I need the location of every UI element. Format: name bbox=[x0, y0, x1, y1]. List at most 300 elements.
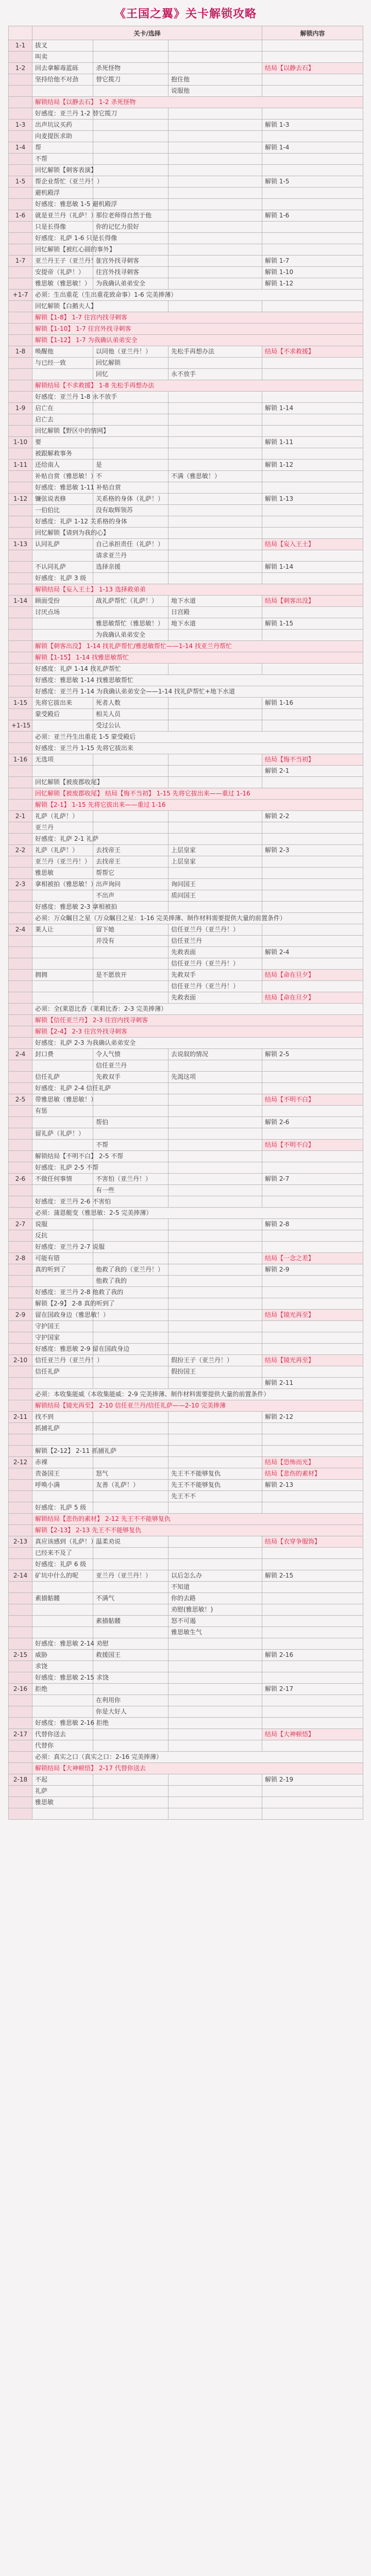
choice-cell bbox=[168, 811, 262, 822]
note-cell: 必须：本收集能威（本收集能威：2-9 完美捧薄、制作材料需要提供大量的前置条件） bbox=[32, 1389, 363, 1400]
table-row bbox=[9, 414, 363, 426]
choice-cell bbox=[168, 1412, 262, 1423]
table-row bbox=[9, 607, 363, 618]
level-cell bbox=[9, 1661, 32, 1672]
table-row bbox=[9, 788, 363, 800]
note-cell: 解锁结局【以静去石】 1-2 杀死怪物 bbox=[32, 97, 363, 108]
choice-cell: 回去拿解毒蓝砾 bbox=[32, 63, 93, 74]
choice-cell: 雅思敏帮忙（雅思敏！） bbox=[93, 618, 168, 630]
table-row bbox=[9, 188, 363, 199]
level-cell bbox=[9, 1502, 32, 1514]
choice-cell bbox=[93, 1740, 168, 1752]
level-cell bbox=[9, 312, 32, 324]
choice-cell: 矿坑中什么的呢 bbox=[32, 1570, 93, 1582]
choice-cell: 为我确认弟弟安全 bbox=[93, 278, 168, 290]
level-cell: 2-18 bbox=[9, 1774, 32, 1786]
choice-cell bbox=[168, 278, 262, 290]
choice-cell: 不认同礼萨 bbox=[32, 562, 93, 573]
table-row bbox=[9, 86, 363, 97]
choice-cell bbox=[93, 188, 168, 199]
unlock-cell: 解锁 2-19 bbox=[262, 1774, 363, 1786]
choice-cell bbox=[32, 890, 93, 902]
table-row bbox=[9, 380, 363, 392]
table-row bbox=[9, 1106, 363, 1117]
choice-cell bbox=[32, 1706, 93, 1718]
level-cell bbox=[9, 301, 32, 312]
choice-cell bbox=[93, 448, 168, 460]
table-row bbox=[9, 1174, 363, 1185]
choice-cell bbox=[168, 222, 262, 233]
note-cell: 解锁【1-12】 1-7 为我确认弟弟安全 bbox=[32, 335, 363, 346]
table-row bbox=[9, 766, 363, 777]
choice-cell: 素描骷髅 bbox=[32, 1593, 93, 1604]
level-cell: 1-12 bbox=[9, 494, 32, 505]
choice-cell bbox=[168, 766, 262, 777]
unlock-cell bbox=[262, 1321, 363, 1332]
choice-cell bbox=[168, 822, 262, 834]
choice-cell: 就是亚兰丹（礼萨！） bbox=[32, 210, 93, 222]
unlock-cell bbox=[262, 1672, 363, 1684]
unlock-cell bbox=[262, 505, 363, 516]
level-cell bbox=[9, 131, 32, 142]
unlock-cell bbox=[262, 1151, 363, 1162]
choice-cell: 留礼萨（礼萨！） bbox=[32, 1128, 93, 1140]
table-row bbox=[9, 1797, 363, 1808]
strategy-page bbox=[8, 0, 363, 1820]
choice-cell: 可能有错 bbox=[32, 1253, 93, 1264]
choice-cell bbox=[93, 1412, 168, 1423]
level-cell bbox=[9, 913, 32, 924]
choice-cell bbox=[32, 1060, 93, 1072]
table-row bbox=[9, 176, 363, 188]
choice-cell bbox=[168, 403, 262, 414]
choice-cell: 好感度：礼萨 2-1 礼萨 bbox=[32, 834, 93, 845]
choice-cell: 拔叉 bbox=[32, 40, 93, 52]
choice-cell: 替它揽刀 bbox=[93, 74, 168, 86]
note-cell: 好感度：亚兰丹 1-15 先将它拔出来 bbox=[32, 743, 363, 754]
level-cell bbox=[9, 936, 32, 947]
choice-cell: 信任礼萨 bbox=[32, 1072, 93, 1083]
choice-cell: 他救了我的 bbox=[93, 1276, 168, 1287]
level-cell bbox=[9, 380, 32, 392]
choice-cell: 找不到 bbox=[32, 1412, 93, 1423]
unlock-cell: 解锁 1-4 bbox=[262, 142, 363, 154]
choice-cell bbox=[168, 1151, 262, 1162]
choice-cell: 呼唤小满 bbox=[32, 1480, 93, 1491]
table-row bbox=[9, 52, 363, 63]
choice-cell bbox=[93, 947, 168, 958]
choice-cell bbox=[168, 709, 262, 720]
unlock-cell: 解锁 1-6 bbox=[262, 210, 363, 222]
choice-cell: 关系格的身体（礼萨！） bbox=[93, 494, 168, 505]
level-cell bbox=[9, 369, 32, 380]
table-row bbox=[9, 732, 363, 743]
choice-cell: 信任礼萨 bbox=[32, 1366, 93, 1378]
unlock-cell bbox=[262, 233, 363, 244]
table-row bbox=[9, 1525, 363, 1536]
level-cell bbox=[9, 1763, 32, 1774]
choice-cell: 地下水道 bbox=[168, 618, 262, 630]
choice-cell bbox=[168, 233, 262, 244]
unlock-cell bbox=[262, 154, 363, 165]
choice-cell bbox=[168, 1378, 262, 1389]
choice-cell bbox=[32, 1695, 93, 1706]
choice-cell: 信任亚兰丹（亚兰丹！） bbox=[168, 958, 262, 970]
level-cell: 2-13 bbox=[9, 1536, 32, 1548]
level-cell bbox=[9, 1264, 32, 1276]
choice-cell bbox=[168, 188, 262, 199]
level-cell: 2-7 bbox=[9, 1219, 32, 1230]
choice-cell bbox=[168, 1298, 262, 1310]
unlock-cell bbox=[262, 426, 363, 437]
table-row bbox=[9, 596, 363, 607]
table-row bbox=[9, 482, 363, 494]
choice-cell: 令人气愤 bbox=[93, 1049, 168, 1060]
table-row bbox=[9, 641, 363, 652]
choice-cell bbox=[168, 494, 262, 505]
level-cell: 2-10 bbox=[9, 1355, 32, 1366]
unlock-cell bbox=[262, 1298, 363, 1310]
choice-cell bbox=[32, 981, 93, 992]
choice-cell: 求饶 bbox=[32, 1661, 93, 1672]
table-row bbox=[9, 1321, 363, 1332]
unlock-cell: 解锁 2-1 bbox=[262, 766, 363, 777]
header-level bbox=[9, 26, 32, 40]
choice-cell: 亚兰丹 bbox=[32, 822, 93, 834]
level-cell bbox=[9, 822, 32, 834]
choice-cell bbox=[168, 1276, 262, 1287]
table-row bbox=[9, 1208, 363, 1219]
level-cell bbox=[9, 766, 32, 777]
table-row bbox=[9, 335, 363, 346]
table-row bbox=[9, 1514, 363, 1525]
choice-cell: 相关人员 bbox=[93, 709, 168, 720]
choice-cell: 启亡在 bbox=[32, 403, 93, 414]
choice-cell: 日宫殿 bbox=[168, 607, 262, 618]
choice-cell: 有一些 bbox=[93, 1185, 168, 1196]
level-cell bbox=[9, 1718, 32, 1729]
unlock-cell: 结局【镜光再至】 bbox=[262, 1355, 363, 1366]
level-cell bbox=[9, 618, 32, 630]
level-cell: 2-3 bbox=[9, 879, 32, 890]
table-row bbox=[9, 1140, 363, 1151]
choice-cell: 只是长得像 bbox=[32, 222, 93, 233]
level-cell bbox=[9, 1423, 32, 1434]
table-row bbox=[9, 1695, 363, 1706]
level-cell: 2-14 bbox=[9, 1570, 32, 1582]
choice-cell bbox=[168, 1797, 262, 1808]
choice-cell bbox=[168, 1446, 262, 1457]
unlock-cell: 解锁 1-12 bbox=[262, 278, 363, 290]
note-cell: 必须：蒲恩艇变（雅思敏：2-5 完美捧薄） bbox=[32, 1208, 363, 1219]
choice-cell: 真应该感到（礼萨！） bbox=[32, 1536, 93, 1548]
choice-cell bbox=[168, 1434, 262, 1446]
level-cell bbox=[9, 1287, 32, 1298]
choice-cell bbox=[168, 392, 262, 403]
choice-cell bbox=[168, 516, 262, 528]
level-cell bbox=[9, 1196, 32, 1208]
choice-cell: 质问国王 bbox=[168, 890, 262, 902]
unlock-cell bbox=[262, 301, 363, 312]
table-row bbox=[9, 301, 363, 312]
level-cell bbox=[9, 630, 32, 641]
unlock-cell bbox=[262, 86, 363, 97]
level-cell bbox=[9, 664, 32, 675]
unlock-cell bbox=[262, 981, 363, 992]
unlock-cell: 结局【以静去石】 bbox=[262, 63, 363, 74]
choice-cell bbox=[168, 868, 262, 879]
choice-cell bbox=[168, 120, 262, 131]
unlock-cell: 结局【悲伤的素材】 bbox=[262, 1468, 363, 1480]
level-cell bbox=[9, 1695, 32, 1706]
choice-cell bbox=[168, 1344, 262, 1355]
table-header bbox=[9, 26, 363, 40]
choice-cell bbox=[93, 1219, 168, 1230]
choice-cell bbox=[168, 1638, 262, 1650]
level-cell bbox=[9, 607, 32, 618]
unlock-cell bbox=[262, 1604, 363, 1616]
unlock-cell: 解锁 2-11 bbox=[262, 1378, 363, 1389]
level-cell bbox=[9, 1242, 32, 1253]
choice-cell bbox=[93, 1797, 168, 1808]
table-row bbox=[9, 1230, 363, 1242]
unlock-cell bbox=[262, 369, 363, 380]
choice-cell: 他救了我的（亚兰丹！） bbox=[93, 1264, 168, 1276]
unlock-cell bbox=[262, 1706, 363, 1718]
choice-cell bbox=[168, 698, 262, 709]
table-row bbox=[9, 1684, 363, 1695]
unlock-cell: 解锁 1-15 bbox=[262, 618, 363, 630]
table-row bbox=[9, 1774, 363, 1786]
table-row bbox=[9, 108, 363, 120]
table-row bbox=[9, 324, 363, 335]
unlock-cell bbox=[262, 822, 363, 834]
unlock-cell bbox=[262, 1446, 363, 1457]
choice-cell bbox=[168, 1536, 262, 1548]
choice-cell bbox=[168, 1706, 262, 1718]
level-cell bbox=[9, 1321, 32, 1332]
choice-cell: 坚持给他不对劲 bbox=[32, 74, 93, 86]
unlock-cell bbox=[262, 856, 363, 868]
choice-cell bbox=[93, 154, 168, 165]
table-row bbox=[9, 1548, 363, 1559]
choice-cell: 为我确认弟弟安全 bbox=[93, 630, 168, 641]
level-cell bbox=[9, 958, 32, 970]
choice-cell: 先王不不 bbox=[168, 1491, 262, 1502]
table-row bbox=[9, 460, 363, 471]
table-row bbox=[9, 981, 363, 992]
choice-cell bbox=[93, 176, 168, 188]
unlock-cell: 解锁 1-14 bbox=[262, 403, 363, 414]
choice-cell: 不 bbox=[93, 471, 168, 482]
level-cell bbox=[9, 1797, 32, 1808]
choice-cell: 守护国家 bbox=[32, 1332, 93, 1344]
table-row bbox=[9, 1763, 363, 1774]
choice-cell bbox=[32, 630, 93, 641]
choice-cell: 拿相被拍（雅思敏！） bbox=[32, 879, 93, 890]
choice-cell: 拒绝 bbox=[32, 1684, 93, 1695]
table-row bbox=[9, 1559, 363, 1570]
choice-cell bbox=[168, 142, 262, 154]
table-row bbox=[9, 1332, 363, 1344]
unlock-cell: 结局【妄入王土】 bbox=[262, 539, 363, 550]
choice-cell: 被跟解救事务 bbox=[32, 448, 93, 460]
table-row bbox=[9, 369, 363, 380]
unlock-cell bbox=[262, 74, 363, 86]
table-row bbox=[9, 312, 363, 324]
choice-cell bbox=[32, 720, 93, 732]
table-row bbox=[9, 1480, 363, 1491]
level-cell bbox=[9, 1786, 32, 1797]
choice-cell bbox=[168, 1083, 262, 1094]
level-cell bbox=[9, 267, 32, 278]
table-row bbox=[9, 1264, 363, 1276]
table-row bbox=[9, 811, 363, 822]
choice-cell bbox=[168, 1140, 262, 1151]
table-row bbox=[9, 1604, 363, 1616]
table-row bbox=[9, 1786, 363, 1797]
choice-cell bbox=[32, 618, 93, 630]
choice-cell bbox=[32, 1627, 93, 1638]
choice-cell: 回忆解锁【被红心圆的事外】 bbox=[32, 244, 93, 256]
choice-cell: 好感度：礼萨 5 级 bbox=[32, 1502, 93, 1514]
table-row bbox=[9, 1276, 363, 1287]
level-cell bbox=[9, 165, 32, 176]
table-row bbox=[9, 131, 363, 142]
choice-cell: 解锁【2-9】 2-8 真的听到了 bbox=[32, 1298, 93, 1310]
choice-cell bbox=[168, 131, 262, 142]
choice-cell bbox=[93, 165, 168, 176]
choice-cell bbox=[168, 550, 262, 562]
note-cell: 必须：万众瞩目之星（万众瞩目之星：1-16 完美捧薄、制作材料需要提供大量的前置条件） bbox=[32, 913, 363, 924]
unlock-cell: 解锁 1-14 bbox=[262, 562, 363, 573]
unlock-cell bbox=[262, 1230, 363, 1242]
choice-cell: 请求亚兰丹 bbox=[93, 550, 168, 562]
table-row bbox=[9, 1706, 363, 1718]
choice-cell bbox=[168, 437, 262, 448]
unlock-cell bbox=[262, 607, 363, 618]
unlock-cell bbox=[262, 482, 363, 494]
choice-cell bbox=[168, 448, 262, 460]
choice-cell: 并没有 bbox=[93, 936, 168, 947]
level-cell bbox=[9, 777, 32, 788]
choice-cell: 雅思敏 bbox=[32, 868, 93, 879]
table-row bbox=[9, 1355, 363, 1366]
choice-cell bbox=[168, 52, 262, 63]
table-row bbox=[9, 1457, 363, 1468]
unlock-cell bbox=[262, 1083, 363, 1094]
unlock-cell bbox=[262, 1638, 363, 1650]
choice-cell: 受过公认 bbox=[93, 720, 168, 732]
table-row bbox=[9, 1151, 363, 1162]
choice-cell: 杀死怪物 bbox=[93, 63, 168, 74]
unlock-cell bbox=[262, 573, 363, 584]
choice-cell: 好感度：雅思敏 1-11 补贴自赏 bbox=[32, 482, 93, 494]
table-row bbox=[9, 1389, 363, 1400]
choice-cell: 一伯伯比 bbox=[32, 505, 93, 516]
choice-cell: 不满气 bbox=[93, 1593, 168, 1604]
unlock-cell bbox=[262, 630, 363, 641]
choice-cell: 帮伯 bbox=[93, 1117, 168, 1128]
choice-cell: 好感度：亚兰丹 2-6 不害怕 bbox=[32, 1196, 93, 1208]
unlock-cell bbox=[262, 1627, 363, 1638]
note-cell: 解锁【1-10】 1-7 往宫外找寻刺客 bbox=[32, 324, 363, 335]
table-row bbox=[9, 40, 363, 52]
table-row bbox=[9, 1287, 363, 1298]
level-cell bbox=[9, 471, 32, 482]
choice-cell: 唤醒他 bbox=[32, 346, 93, 358]
choice-cell bbox=[93, 992, 168, 1004]
level-cell: 1-2 bbox=[9, 63, 32, 74]
table-row bbox=[9, 924, 363, 936]
note-cell: 好感度：礼萨 2-3 为我确认弟弟安全 bbox=[32, 1038, 363, 1049]
choice-cell: 亚兰丹（亚兰丹！） bbox=[32, 856, 93, 868]
unlock-cell bbox=[262, 1366, 363, 1378]
choice-cell bbox=[168, 1128, 262, 1140]
choice-cell bbox=[93, 754, 168, 766]
level-cell bbox=[9, 1230, 32, 1242]
choice-cell bbox=[93, 1604, 168, 1616]
note-cell: 解锁【2-1】 1-15 先将它拔出来——重过 1-16 bbox=[32, 800, 363, 811]
level-cell bbox=[9, 1015, 32, 1026]
table-row bbox=[9, 233, 363, 244]
level-cell bbox=[9, 1582, 32, 1593]
choice-cell bbox=[168, 1219, 262, 1230]
unlock-cell bbox=[262, 1661, 363, 1672]
choice-cell: 是不愿放开 bbox=[93, 970, 168, 981]
level-cell bbox=[9, 108, 32, 120]
level-cell: 2-6 bbox=[9, 1174, 32, 1185]
table-row bbox=[9, 256, 363, 267]
note-cell: 必须：全(莱恩比香（莱莉比香：2-3 完美捧薄） bbox=[32, 1004, 363, 1015]
choice-cell: 启亡去 bbox=[32, 414, 93, 426]
unlock-cell bbox=[262, 1434, 363, 1446]
choice-cell: 回忆解锁【野区中的情网】 bbox=[32, 426, 93, 437]
level-cell bbox=[9, 188, 32, 199]
level-cell bbox=[9, 992, 32, 1004]
choice-cell bbox=[168, 630, 262, 641]
choice-cell: 是 bbox=[93, 460, 168, 471]
choice-cell bbox=[168, 1650, 262, 1661]
table-row bbox=[9, 1026, 363, 1038]
choice-cell bbox=[168, 1185, 262, 1196]
unlock-cell: 解锁 1-3 bbox=[262, 120, 363, 131]
choice-cell: 信任亚兰丹（亚兰丹！） bbox=[168, 981, 262, 992]
choice-cell bbox=[93, 437, 168, 448]
choice-cell: 假扮国王 bbox=[168, 1366, 262, 1378]
choice-cell bbox=[168, 1729, 262, 1740]
choice-cell bbox=[168, 63, 262, 74]
level-cell bbox=[9, 1366, 32, 1378]
level-cell: 1-13 bbox=[9, 539, 32, 550]
table-row bbox=[9, 1128, 363, 1140]
unlock-cell bbox=[262, 1808, 363, 1820]
table-row bbox=[9, 1661, 363, 1672]
choice-cell: 雅思敏（雅思敏！） bbox=[32, 278, 93, 290]
choice-cell: 雅思敏 bbox=[32, 1797, 93, 1808]
table-row bbox=[9, 426, 363, 437]
table-row bbox=[9, 154, 363, 165]
level-cell bbox=[9, 788, 32, 800]
table-row bbox=[9, 1740, 363, 1752]
choice-cell bbox=[168, 902, 262, 913]
choice-cell: 抱住他 bbox=[168, 74, 262, 86]
choice-cell bbox=[93, 1423, 168, 1434]
choice-cell bbox=[93, 1230, 168, 1242]
choice-cell: 抓捕礼萨 bbox=[32, 1423, 93, 1434]
level-cell bbox=[9, 1808, 32, 1820]
choice-cell: 解锁【2-12】 2-11 抓捕礼萨 bbox=[32, 1446, 93, 1457]
